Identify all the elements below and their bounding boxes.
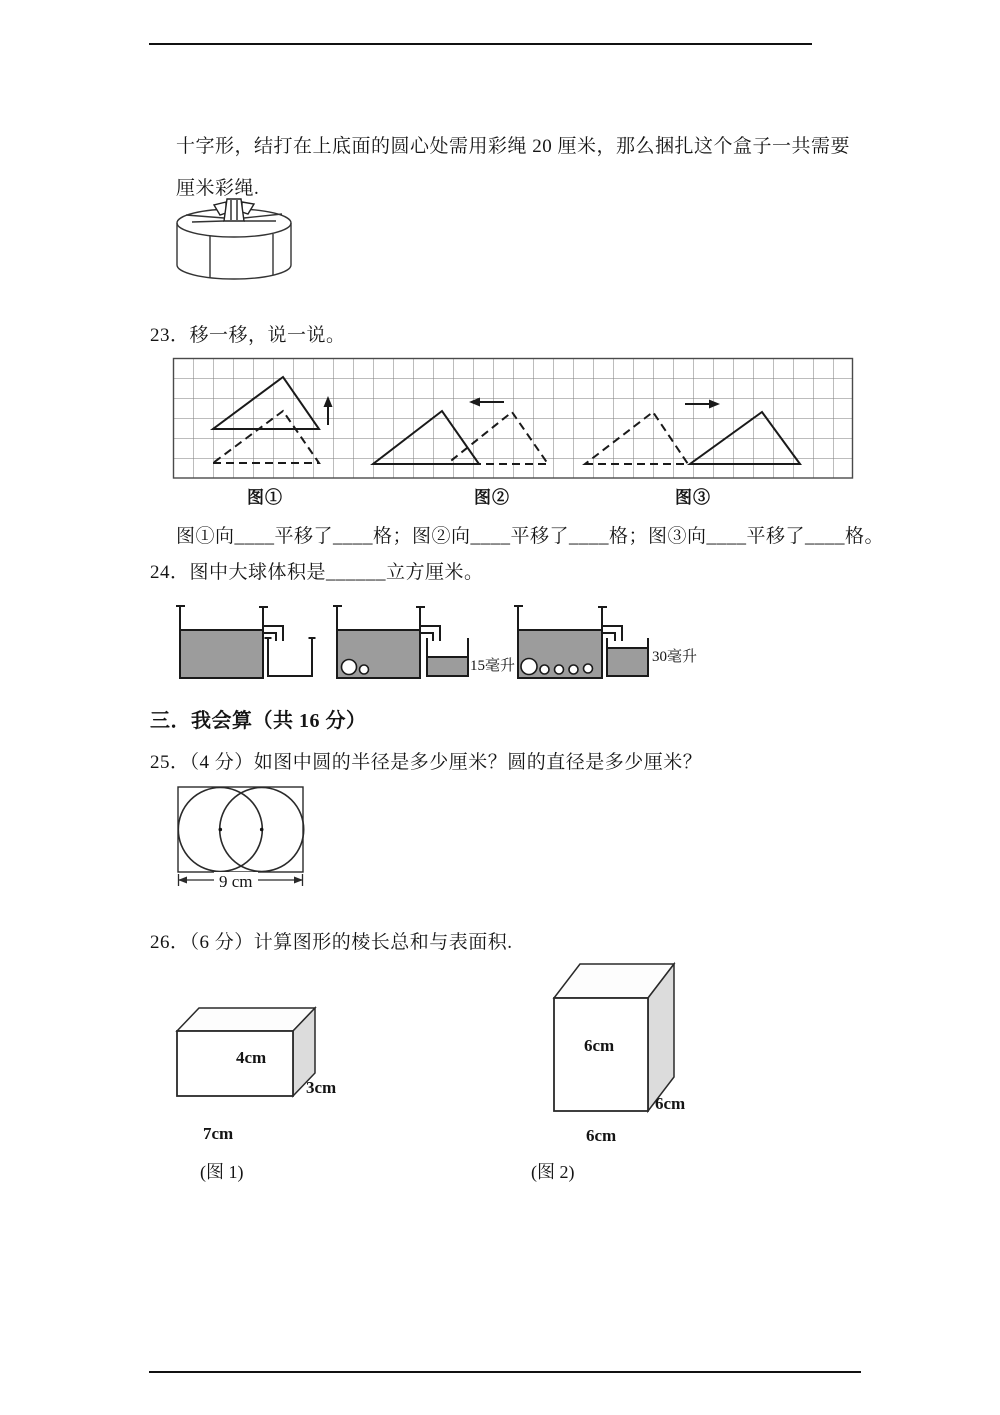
tank-set-2 (333, 606, 468, 678)
q23-fill-blanks-line: 图①向____平移了____格；图②向____平移了____格；图③向____平移了____格。 (176, 526, 885, 547)
left-center-dot (219, 828, 223, 832)
cylinder-ribbon-figure (172, 196, 296, 290)
q25-title: 25．（4 分）如图中圆的半径是多少厘米？圆的直径是多少厘米？ (150, 752, 703, 773)
footer-rule (149, 1371, 861, 1373)
q24-title: 24．图中大球体积是______立方厘米。 (150, 562, 484, 583)
big-ball (521, 659, 537, 675)
q24-tanks-figure (175, 598, 705, 693)
tank-set-1 (176, 606, 316, 678)
small-ball (555, 665, 564, 674)
fig2-height-label: 6cm (584, 1036, 615, 1055)
cup2-water (428, 657, 467, 676)
right-center-dot (260, 828, 264, 832)
cup1-outline (268, 638, 312, 676)
fig2-caption: (图 2) (531, 1162, 575, 1182)
cuboid-top-face (177, 1008, 315, 1031)
fig2-depth-label: 6cm (655, 1094, 686, 1113)
fig1-depth-label: 3cm (306, 1078, 337, 1097)
tank-set-3 (514, 606, 648, 678)
small-ball (540, 665, 549, 674)
bounding-rectangle (178, 787, 303, 872)
small-ball (569, 665, 578, 674)
q23-title: 23．移一移，说一说。 (150, 325, 346, 346)
tank1-water (180, 630, 263, 678)
cup2-volume-label: 15毫升 (470, 658, 516, 674)
figure3-label: 图③ (675, 488, 711, 507)
left-arrowhead-icon (178, 877, 187, 884)
intro-line-1: 十字形，结打在上底面的圆心处需用彩绳 20 厘米，那么捆扎这个盒子一共需要 (176, 136, 851, 157)
figure2-label: 图② (474, 488, 510, 507)
fig2-width-label: 6cm (586, 1126, 617, 1145)
right-arrowhead-icon (294, 877, 303, 884)
big-ball (342, 660, 357, 675)
figure1-label: 图① (247, 488, 283, 507)
intro-line-2: 厘米彩绳. (176, 178, 260, 199)
grid-background (173, 358, 853, 478)
cup3-water (608, 648, 647, 676)
small-ball (584, 664, 593, 673)
q23-grid-figure (173, 358, 853, 480)
q25-dimension-label: 9 cm (214, 872, 258, 892)
fig1-caption: (图 1) (200, 1162, 244, 1182)
header-rule (149, 43, 812, 45)
q26-title: 26．（6 分）计算图形的棱长总和与表面积. (150, 932, 513, 953)
section3-title: 三．我会算（共 16 分） (150, 710, 367, 732)
small-ball (360, 665, 369, 674)
fig1-height-label: 4cm (236, 1048, 267, 1067)
cup3-volume-label: 30毫升 (652, 649, 698, 665)
cuboid-front-face (177, 1031, 293, 1096)
fig1-width-label: 7cm (203, 1124, 234, 1143)
q26-cube-figure (548, 960, 686, 1115)
